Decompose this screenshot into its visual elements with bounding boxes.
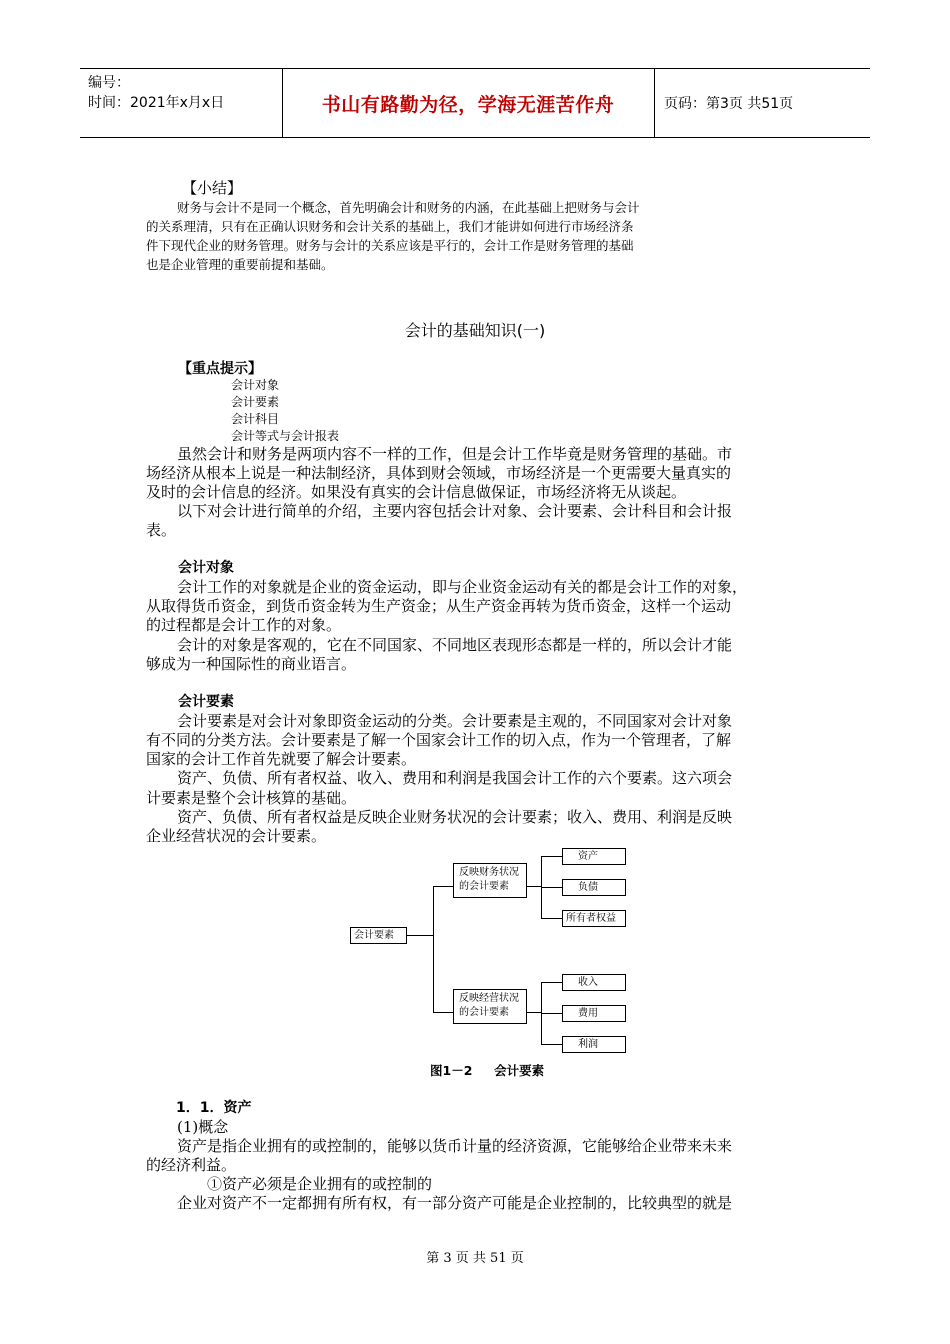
object-line: 够成为一种国际性的商业语言。 (146, 655, 357, 673)
diagram-item-label: 负债 (578, 882, 598, 893)
header-motto: 书山有路勤为径，学海无涯苦作舟 (321, 93, 615, 116)
summary-line: 也是企业管理的重要前提和基础。 (146, 257, 334, 272)
key-point-item: 会计对象 (231, 378, 280, 392)
assets-line: 的经济利益。 (146, 1156, 237, 1174)
diagram-item-box (562, 1005, 626, 1022)
header-page-info: 页码：第3页 共51页 (664, 96, 794, 112)
page-header (80, 68, 870, 138)
summary-line: 件下现代企业的财务管理。财务与会计的关系应该是平行的，会计工作是财务管理的基础 (146, 238, 634, 253)
diagram-group-box (453, 989, 527, 1024)
connector (541, 918, 562, 919)
connector (541, 982, 562, 983)
object-line: 会计的对象是客观的，它在不同国家、不同地区表现形态都是一样的，所以会计才能 (177, 636, 733, 654)
intro-line: 以下对会计进行简单的介绍，主要内容包括会计对象、会计要素、会计科目和会计报 (177, 502, 733, 520)
section-title: 会计的基础知识(一) (404, 321, 546, 340)
header-divider (654, 69, 655, 137)
diagram-item-box (562, 879, 626, 896)
assets-point: ①资产必须是企业拥有的或控制的 (207, 1175, 433, 1193)
diagram-item-label: 资产 (578, 851, 598, 862)
diagram-group-label: 的会计要素 (459, 881, 509, 892)
elements-line: 会计要素是对会计对象即资金运动的分类。会计要素是主观的，不同国家对会计对象 (177, 712, 733, 730)
diagram-item-label: 所有者权益 (566, 913, 616, 924)
elements-line: 计要素是整个会计核算的基础。 (146, 789, 357, 807)
diagram-item-box (562, 1036, 626, 1053)
connector (433, 886, 453, 887)
connector (541, 856, 562, 857)
diagram-group-label: 的会计要素 (459, 1007, 509, 1018)
diagram-item-box (562, 974, 626, 991)
connector (541, 1013, 562, 1014)
page-footer: 第 3 页 共 51 页 (426, 1251, 524, 1266)
connector (527, 1012, 541, 1013)
elements-line: 资产、负债、所有者权益、收入、费用和利润是我国会计工作的六个要素。这六项会 (177, 769, 733, 787)
diagram-item-box (562, 848, 626, 865)
elements-line: 有不同的分类方法。会计要素是了解一个国家会计工作的切入点，作为一个管理者，了解 (146, 731, 732, 749)
diagram-group-label: 反映财务状况 (459, 867, 519, 878)
key-point-item: 会计等式与会计报表 (231, 429, 340, 443)
accounting-elements-heading: 会计要素 (178, 694, 234, 710)
object-line: 从取得货币资金，到货币资金转为生产资金；从生产资金再转为货币资金，这样一个运动 (146, 597, 732, 615)
connector (433, 1012, 453, 1013)
key-point-item: 会计科目 (231, 412, 280, 426)
diagram-item-label: 利润 (578, 1039, 598, 1050)
diagram-group-label: 反映经营状况 (459, 993, 519, 1004)
summary-heading: 【小结】 (182, 179, 243, 197)
key-points-heading: 【重点提示】 (178, 361, 262, 377)
diagram-item-label: 收入 (578, 977, 598, 988)
object-line: 的过程都是会计工作的对象。 (146, 616, 342, 634)
summary-line: 财务与会计不是同一个概念，首先明确会计和财务的内涵，在此基础上把财务与会计 (177, 200, 640, 215)
connector (527, 886, 541, 887)
intro-line: 虽然会计和财务是两项内容不一样的工作，但是会计工作毕竟是财务管理的基础。市 (177, 445, 733, 463)
summary-line: 的关系理清，只有在正确认识财务和会计关系的基础上，我们才能讲如何进行市场经济条 (146, 219, 634, 234)
assets-line: 企业对资产不一定都拥有所有权，有一部分资产可能是企业控制的，比较典型的就是 (177, 1194, 733, 1212)
accounting-object-heading: 会计对象 (178, 560, 234, 576)
connector (541, 1044, 562, 1045)
assets-heading: 1．1．资产 (176, 1100, 252, 1116)
number-label: 编号： (88, 75, 130, 91)
diagram-item-label: 费用 (578, 1008, 598, 1019)
object-line: 会计工作的对象就是企业的资金运动，即与企业资金运动有关的都是会计工作的对象， (177, 578, 748, 596)
assets-line: 资产是指企业拥有的或控制的，能够以货币计量的经济资源，它能够给企业带来未来 (177, 1137, 733, 1155)
connector (541, 887, 562, 888)
connector (433, 886, 434, 1012)
elements-line: 资产、负债、所有者权益是反映企业财务状况的会计要素；收入、费用、利润是反映 (177, 808, 733, 826)
connector (407, 935, 433, 936)
intro-line: 及时的会计信息的经济。如果没有真实的会计信息做保证，市场经济将无从谈起。 (146, 483, 687, 501)
diagram-caption: 图1－2 会计要素 (430, 1063, 545, 1078)
intro-line: 场经济从根本上说是一种法制经济，具体到财会领域，市场经济是一个更需要大量真实的 (146, 464, 732, 482)
intro-line: 表。 (146, 521, 177, 539)
key-point-item: 会计要素 (231, 395, 280, 409)
diagram-root-box (350, 927, 407, 944)
header-meta (88, 73, 224, 113)
time-label: 时间：2021年x月x日 (88, 95, 225, 111)
diagram-item-box (562, 910, 626, 927)
elements-line: 国家的会计工作首先就要了解会计要素。 (146, 750, 417, 768)
diagram-group-box (453, 863, 527, 898)
assets-subheading: (1)概念 (177, 1118, 229, 1136)
elements-line: 企业经营状况的会计要素。 (146, 827, 327, 845)
diagram-root-label: 会计要素 (354, 930, 394, 941)
